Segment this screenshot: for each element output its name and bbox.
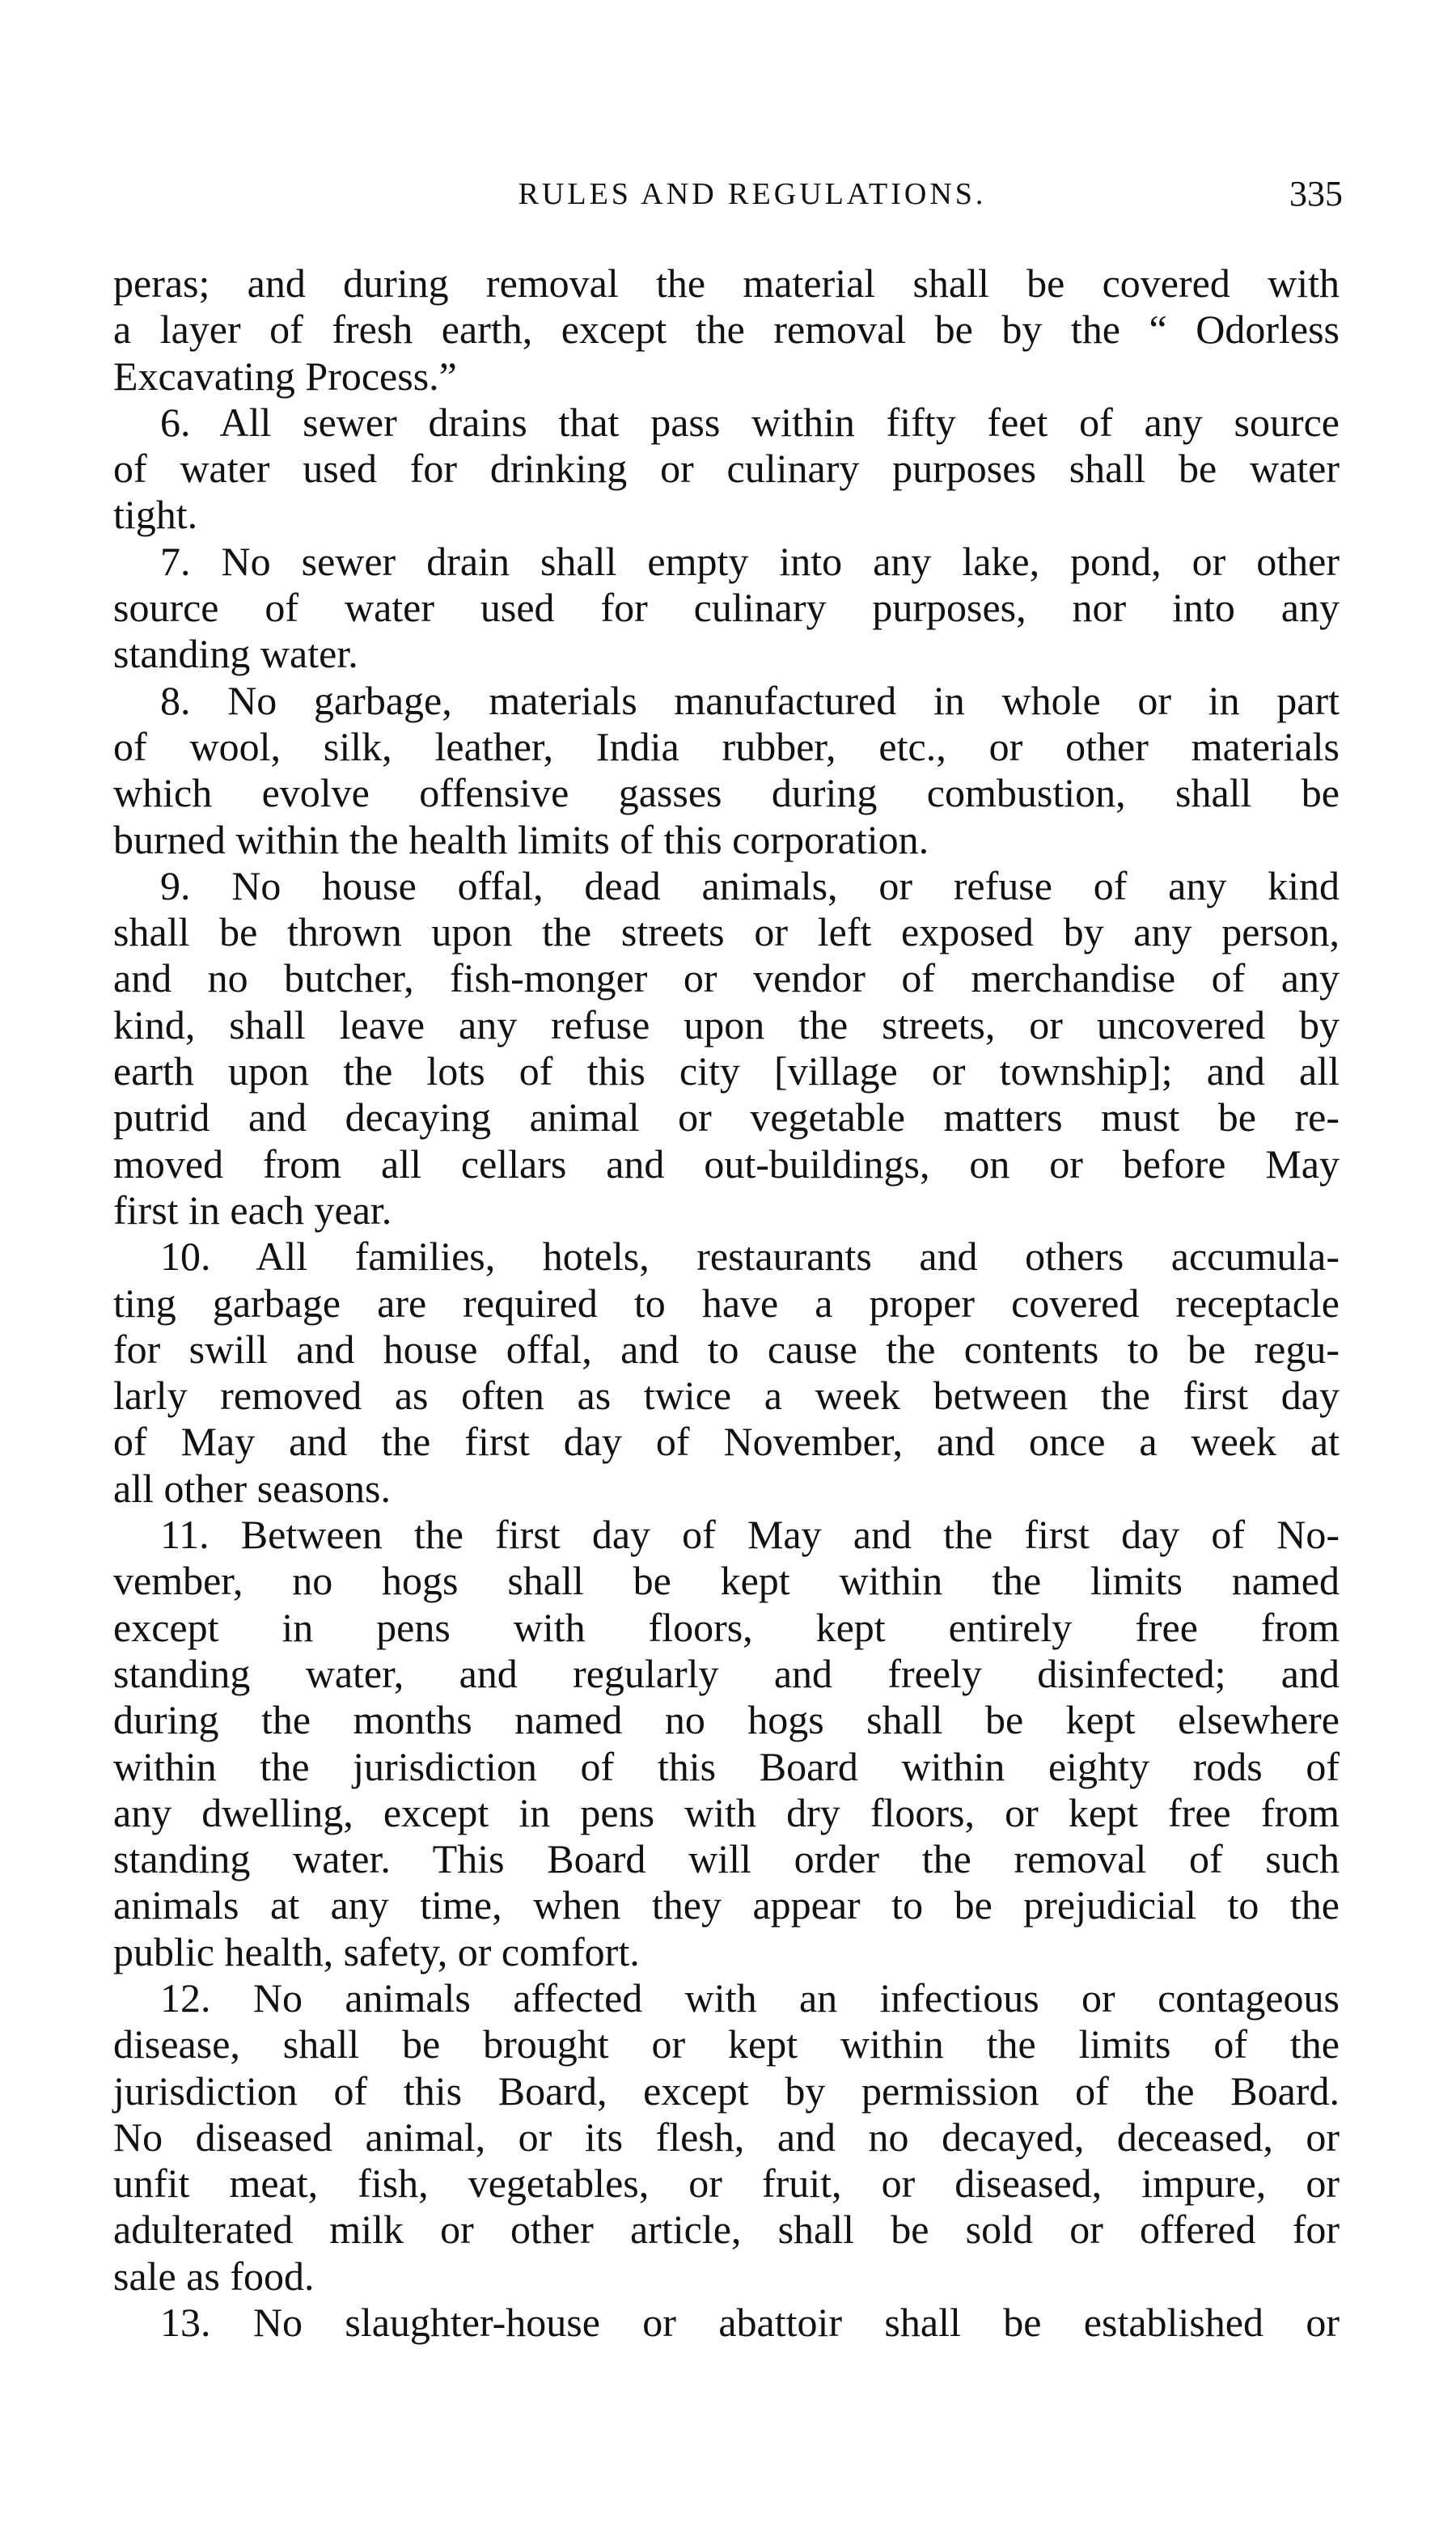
- text-line: No diseased animal, or its flesh, and no decayed, deceased, or: [113, 2114, 1340, 2160]
- text-line: within the jurisdiction of this Board within eighty rods of: [113, 1743, 1340, 1789]
- text-line: disease, shall be brought or kept within the limits of the: [113, 2021, 1340, 2067]
- text-line: 12. No animals affected with an infectious or contageous: [160, 1974, 1340, 2021]
- text-line: sale as food.: [113, 2253, 315, 2299]
- text-line: shall be thrown upon the streets or left exposed by any person,: [113, 909, 1340, 955]
- text-line: standing water, and regularly and freely disinfected; and: [113, 1650, 1340, 1696]
- text-line: standing water. This Board will order the removal of such: [113, 1836, 1340, 1882]
- text-line: larly removed as often as twice a week between the first day: [113, 1373, 1340, 1419]
- text-line: of water used for drinking or culinary purposes shall be water: [113, 446, 1340, 492]
- text-line: source of water used for culinary purposes, nor into any: [113, 585, 1340, 631]
- text-line: Excavating Process.”: [113, 353, 457, 399]
- text-line: of wool, silk, leather, India rubber, etc., or other materials: [113, 723, 1340, 769]
- text-line: and no butcher, fish-monger or vendor of merchandise of any: [113, 955, 1340, 1001]
- text-line: public health, safety, or comfort.: [113, 1928, 640, 1974]
- text-line: standing water.: [113, 631, 358, 677]
- text-line: 10. All families, hotels, restaurants and others accumula-: [160, 1234, 1340, 1280]
- text-line: moved from all cellars and out-buildings, on or before May: [113, 1141, 1340, 1187]
- text-line: 13. No slaughter-house or abattoir shall be established or: [160, 2300, 1340, 2346]
- text-line: 9. No house offal, dead animals, or refuse of any kind: [160, 862, 1340, 908]
- text-line: of May and the first day of November, and once a week at: [113, 1419, 1340, 1465]
- body-text: [113, 260, 1340, 2346]
- text-line: except in pens with floors, kept entirely free from: [113, 1604, 1340, 1650]
- text-line: for swill and house offal, and to cause the contents to be regu-: [113, 1326, 1340, 1372]
- text-line: putrid and decaying animal or vegetable matters must be re-: [113, 1094, 1340, 1141]
- text-line: animals at any time, when they appear to be prejudicial to the: [113, 1882, 1340, 1928]
- text-line: burned within the health limits of this corporation.: [113, 816, 929, 862]
- text-line: 8. No garbage, materials manufactured in whole or in part: [160, 677, 1340, 723]
- page-header: [162, 166, 1343, 222]
- text-line: vember, no hogs shall be kept within the limits named: [113, 1558, 1340, 1604]
- text-line: kind, shall leave any refuse upon the streets, or uncovered by: [113, 1001, 1340, 1047]
- text-line: 6. All sewer drains that pass within fifty feet of any source: [160, 399, 1340, 445]
- text-line: all other seasons.: [113, 1465, 391, 1511]
- running-head: RULES AND REGULATIONS.: [518, 177, 987, 211]
- text-line: 7. No sewer drain shall empty into any lake, pond, or other: [160, 538, 1340, 584]
- text-line: 11. Between the first day of May and the first day of No-: [160, 1512, 1340, 1558]
- text-line: which evolve offensive gasses during combustion, shall be: [113, 770, 1340, 816]
- text-line: peras; and during removal the material shall be covered with: [113, 260, 1340, 306]
- text-line: tight.: [113, 492, 198, 538]
- page-number: 335: [1289, 174, 1343, 214]
- text-line: unfit meat, fish, vegetables, or fruit, or diseased, impure, or: [113, 2160, 1340, 2207]
- text-line: any dwelling, except in pens with dry floors, or kept free from: [113, 1789, 1340, 1835]
- text-line: first in each year.: [113, 1187, 392, 1233]
- text-line: ting garbage are required to have a proper covered receptacle: [113, 1280, 1340, 1326]
- text-line: during the months named no hogs shall be kept elsewhere: [113, 1697, 1340, 1743]
- text-line: earth upon the lots of this city [village or township]; and all: [113, 1048, 1340, 1094]
- text-line: a layer of fresh earth, except the removal be by the “ Odorless: [113, 307, 1340, 353]
- text-line: jurisdiction of this Board, except by permission of the Board.: [113, 2067, 1340, 2114]
- text-line: adulterated milk or other article, shall be sold or offered for: [113, 2207, 1340, 2253]
